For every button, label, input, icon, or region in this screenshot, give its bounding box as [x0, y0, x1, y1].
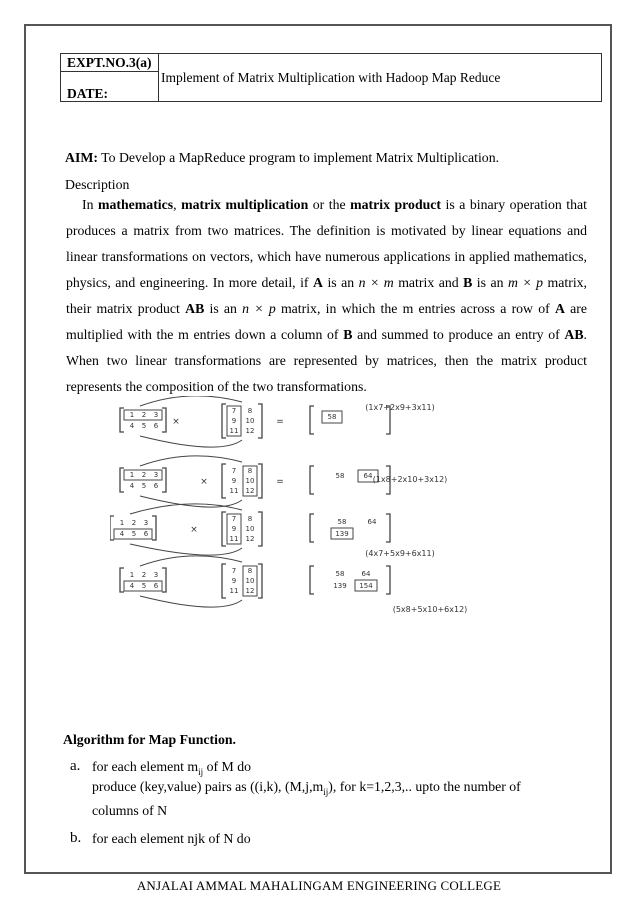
matrix-b-entry: 11	[229, 587, 239, 595]
matrix-b-entry: 7	[231, 467, 237, 475]
matrix-b-entry: 9	[231, 577, 237, 585]
paragraph-segment: is an	[472, 275, 508, 290]
matrix-a-entry: 3	[153, 471, 159, 479]
paragraph-segment: mathematics	[98, 197, 174, 212]
item-a-text-1: for each element m	[92, 759, 199, 774]
paragraph-segment: n × p	[242, 301, 276, 316]
paragraph-segment: A	[313, 275, 323, 290]
description-label: Description	[65, 177, 130, 192]
matrix-b-bracket	[222, 464, 262, 498]
result-value: 64	[367, 518, 377, 526]
matrix-a-entry: 3	[153, 411, 159, 419]
result-value: 58	[327, 413, 337, 421]
header-left-cell	[61, 54, 159, 101]
paragraph-segment: When two linear transformations are represented by matrices, then the matrix product	[66, 353, 587, 368]
matrix-a-entry: 2	[141, 471, 147, 479]
paragraph-line	[66, 348, 587, 374]
paragraph-segment: A	[554, 301, 565, 316]
matrix-a-entry: 5	[141, 482, 147, 490]
item-a-subscript-1: ij	[198, 766, 204, 777]
result-value: 64	[361, 570, 371, 578]
matrix-a-entry: 6	[153, 422, 159, 430]
item-a-marker: a.	[70, 758, 81, 774]
item-a-line-2	[92, 779, 521, 797]
paragraph-segment: multiplied with the m entries down a column of	[66, 327, 344, 342]
paragraph-line	[66, 322, 587, 348]
paragraph-segment: and summed to produce an entry of	[352, 327, 565, 342]
paragraph-segment: is a binary operation that	[441, 197, 587, 212]
paragraph-segment: produces a matrix from two matrices. The definition is motivated by linear equations and	[66, 223, 587, 238]
date-label: DATE:	[67, 86, 109, 101]
times-sign: ×	[200, 477, 208, 487]
header-divider	[61, 71, 158, 72]
paragraph-line	[66, 244, 587, 270]
matrix-b-entry: 8	[247, 407, 253, 415]
paragraph-segment: physics, and engineering. In more detail, if	[66, 275, 313, 290]
paragraph-line	[66, 296, 587, 322]
flow-arc	[140, 596, 242, 607]
aim-label: AIM:	[65, 150, 98, 165]
algorithm-heading: Algorithm for Map Function.	[63, 732, 236, 747]
matrix-a-entry: 4	[129, 582, 135, 590]
matrix-a-entry: 2	[141, 411, 147, 419]
paragraph-segment: n × m	[358, 275, 394, 290]
paragraph-segment: linear transformations on vectors, which have numerous applications in applied mathematics,	[66, 249, 587, 264]
paragraph-segment: is an	[322, 275, 359, 290]
times-sign: ×	[172, 417, 180, 427]
formula-label: (1x7+2x9+3x11)	[365, 403, 435, 412]
item-a-text-2: produce (key,value) pairs as ((i,k), (M,j,m	[92, 779, 324, 794]
matrix-a-entry: 6	[153, 482, 159, 490]
experiment-number: EXPT.NO.3(a)	[67, 55, 152, 70]
paragraph-line	[66, 270, 587, 296]
matrix-b-entry: 7	[231, 407, 237, 415]
paragraph-segment: matrix product	[350, 197, 442, 212]
result-value: 139	[335, 530, 349, 538]
matrix-a-entry: 6	[143, 530, 149, 538]
result-value: 154	[359, 582, 373, 590]
paragraph-segment: matrix multiplication	[181, 197, 309, 212]
result-value: 64	[363, 472, 373, 480]
paragraph-line	[66, 218, 587, 244]
paragraph-segment: In	[82, 197, 99, 212]
item-a-line-1	[92, 759, 251, 777]
aim-text: To Develop a MapReduce program to implement Matrix Multiplication.	[97, 150, 500, 165]
equals-sign: =	[276, 417, 284, 427]
paragraph-segment: AB	[185, 301, 205, 316]
aim-line	[65, 150, 499, 166]
matrix-b-entry: 9	[231, 525, 237, 533]
matrix-b-entry: 9	[231, 417, 237, 425]
paragraph-line	[82, 192, 587, 218]
matrix-b-entry: 12	[245, 427, 255, 435]
matrix-b-bracket	[222, 512, 262, 546]
matrix-b-entry: 11	[229, 487, 239, 495]
flow-arc	[140, 556, 242, 566]
matrix-a-entry: 4	[129, 422, 135, 430]
result-value: 58	[337, 518, 347, 526]
paragraph-segment: their matrix product	[66, 301, 186, 316]
matrix-multiplication-diagram	[110, 396, 480, 622]
matrix-a-entry: 3	[143, 519, 149, 527]
matrix-b-entry: 10	[245, 525, 255, 533]
paragraph-segment: ,	[173, 197, 182, 212]
result-value: 58	[335, 472, 345, 480]
matrix-b-entry: 10	[245, 417, 255, 425]
item-b-marker: b.	[70, 830, 82, 846]
header-table	[60, 53, 602, 102]
paragraph-segment: or the	[308, 197, 351, 212]
formula-label: (1x8+2x10+3x12)	[372, 475, 448, 484]
flow-arc	[140, 496, 242, 507]
matrix-a-entry: 5	[131, 530, 137, 538]
item-a-subscript-2: ij	[323, 786, 329, 797]
flow-arc	[140, 396, 242, 406]
experiment-title: Implement of Matrix Multiplication with Hadoop Map Reduce	[161, 70, 501, 85]
matrix-a-entry: 5	[141, 422, 147, 430]
result-value: 139	[333, 582, 347, 590]
paragraph-segment: m × p	[507, 275, 544, 290]
matrix-b-entry: 12	[245, 535, 255, 543]
matrix-a-entry: 2	[141, 571, 147, 579]
matrix-b-entry: 8	[247, 567, 253, 575]
paragraph-segment: matrix,	[543, 275, 587, 290]
matrix-b-entry: 9	[231, 477, 237, 485]
matrix-b-bracket	[222, 404, 262, 438]
matrix-b-entry: 12	[245, 587, 255, 595]
college-footer: ANJALAI AMMAL MAHALINGAM ENGINEERING COLLEGE	[136, 878, 502, 893]
item-a-text-1b: of M do	[203, 759, 252, 774]
matrix-b-entry: 8	[247, 515, 253, 523]
matrix-b-entry: 10	[245, 477, 255, 485]
matrix-a-entry: 2	[131, 519, 137, 527]
item-a-line-3: columns of N	[92, 803, 168, 818]
item-b-line-1: for each element njk of N do	[92, 831, 251, 846]
matrix-b-entry: 7	[231, 515, 237, 523]
matrix-b-entry: 12	[245, 487, 255, 495]
paragraph-segment: matrix, in which the m entries across a row of	[275, 301, 555, 316]
matrix-b-entry: 10	[245, 577, 255, 585]
paragraph-segment: represents the composition of the two transformations.	[66, 379, 367, 394]
matrix-a-entry: 1	[129, 471, 135, 479]
formula-label: (5x8+5x10+6x12)	[392, 605, 468, 614]
matrix-a-entry: 3	[153, 571, 159, 579]
matrix-b-entry: 7	[231, 567, 237, 575]
item-a-text-2b: ), for k=1,2,3,.. upto the number of	[328, 779, 521, 794]
paragraph-segment: is an	[204, 301, 243, 316]
paragraph-segment: are	[564, 301, 587, 316]
paragraph-segment: matrix and	[393, 275, 464, 290]
equals-sign: =	[276, 477, 284, 487]
times-sign: ×	[190, 525, 198, 535]
matrix-b-entry: 11	[229, 535, 239, 543]
paragraph-segment: AB	[564, 327, 584, 342]
flow-arc	[140, 436, 242, 447]
paragraph-segment: B	[463, 275, 473, 290]
flow-arc	[140, 456, 242, 466]
matrix-a-entry: 1	[129, 411, 135, 419]
formula-label: (4x7+5x9+6x11)	[365, 549, 435, 558]
matrix-b-entry: 8	[247, 467, 253, 475]
result-value: 58	[335, 570, 345, 578]
result-bracket	[310, 566, 390, 594]
matrix-a-entry: 6	[153, 582, 159, 590]
matrix-b-bracket	[222, 564, 262, 598]
matrix-a-entry: 1	[129, 571, 135, 579]
paragraph-segment: B	[343, 327, 353, 342]
matrix-a-entry: 5	[141, 582, 147, 590]
matrix-a-entry: 1	[119, 519, 125, 527]
paragraph-segment: .	[583, 327, 587, 342]
matrix-b-entry: 11	[229, 427, 239, 435]
matrix-a-entry: 4	[119, 530, 125, 538]
matrix-a-entry: 4	[129, 482, 135, 490]
